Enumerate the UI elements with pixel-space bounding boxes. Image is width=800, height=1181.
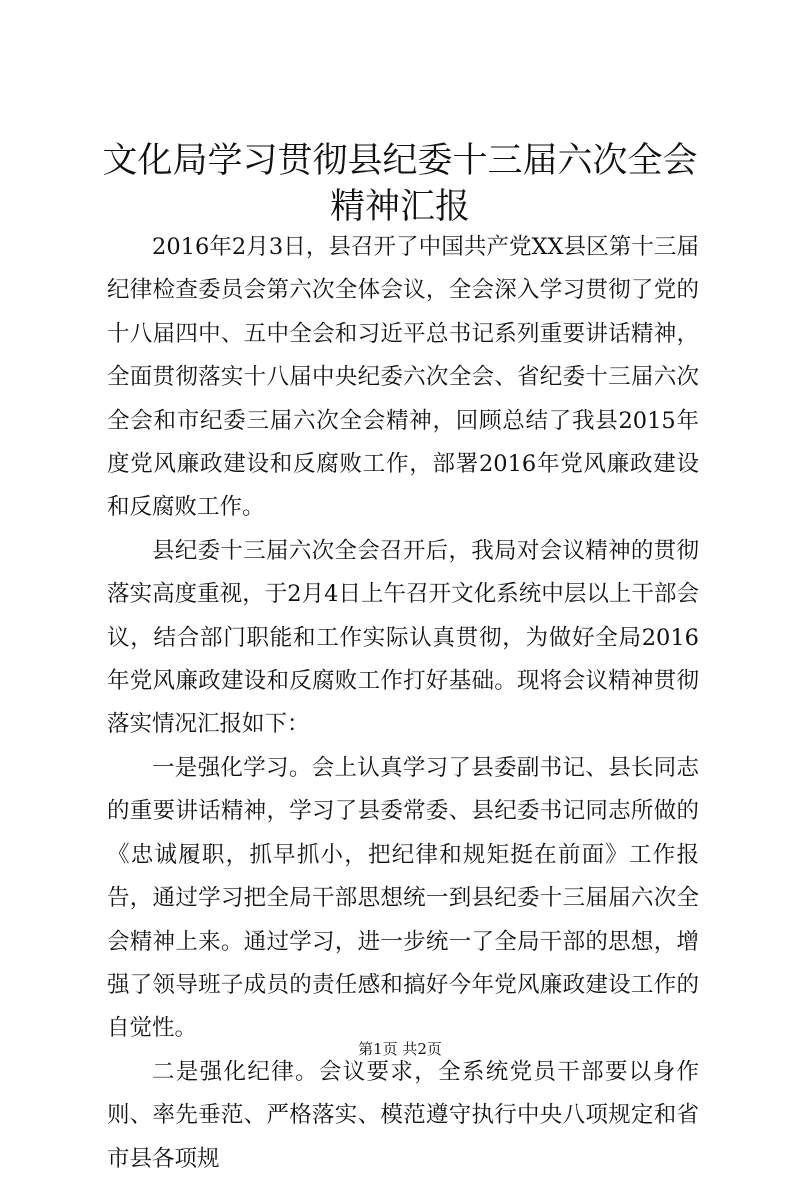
paragraph-3: 一是强化学习。会上认真学习了县委副书记、县长同志的重要讲话精神，学习了县委常委、县纪委书记同志所做的《忠诚履职，抓早抓小，把纪律和规矩挺在前面》工作报告，通过学习把全局干部思想统一到县纪委十三届届六次全会精神上来。通过学习，进一步统一了全局干部的思想，增强了领导班子成员的责任感和搞好今年党风廉政建设工作的自觉性。 [107, 754, 699, 1042]
paragraph-1: 2016年2月3日，县召开了中国共产党XX县区第十三届纪律检查委员会第六次全体会议，全会深入学习贯彻了党的十八届四中、五中全会和习近平总书记系列重要讲话精神，全面贯彻落实十八届中央纪委六次全会、省纪委十三届六次全会和市纪委三届六次全会精神，回顾总结了我县2015年度党风廉政建设和反腐败工作，部署2016年党风廉政建设和反腐败工作。 [107, 234, 699, 521]
page-indicator: 第1页 共2页 [358, 1040, 442, 1058]
document-body [107, 226, 699, 1181]
document-title: 文化局学习贯彻县纪委十三届六次全会精神汇报 [102, 141, 698, 227]
paragraph-2: 县纪委十三届六次全会召开后，我局对会议精神的贯彻落实高度重视，于2月4日上午召开文化系统中层以上干部会议，结合部门职能和工作实际认真贯彻，为做好全局2016年党风廉政建设和反腐败工作打好基础。现将会议精神贯彻落实情况汇报如下： [107, 537, 699, 738]
paragraph-4: 二是强化纪律。会议要求，全系统党员干部要以身作则、率先垂范、严格落实、模范遵守执行中央八项规定和省市县各项规 [107, 1058, 699, 1172]
